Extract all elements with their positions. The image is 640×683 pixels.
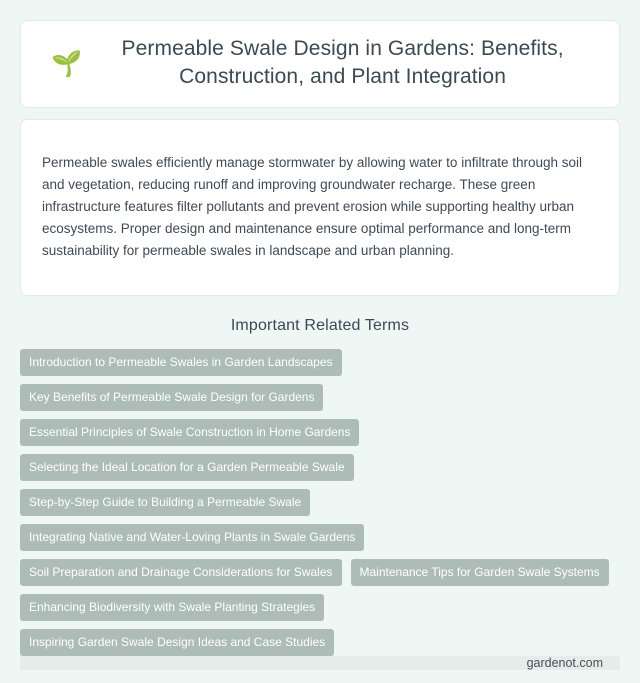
related-term-tag[interactable]: Essential Principles of Swale Construction in Home Gardens xyxy=(20,419,359,446)
related-term-tag[interactable]: Enhancing Biodiversity with Swale Planting Strategies xyxy=(20,594,324,621)
related-terms-section xyxy=(20,317,620,656)
title-card xyxy=(20,20,620,108)
footer-site-name: gardenot.com xyxy=(526,656,603,670)
related-term-tag[interactable]: Inspiring Garden Swale Design Ideas and Case Studies xyxy=(20,629,334,656)
related-terms-list xyxy=(20,349,620,656)
footer-bar xyxy=(20,656,620,670)
related-term-tag[interactable]: Key Benefits of Permeable Swale Design for Gardens xyxy=(20,384,323,411)
description-text: Permeable swales efficiently manage stormwater by allowing water to infiltrate through soil and vegetation, reducing runoff and improving groundwater recharge. These green infrastructure features filter pollutants and prevent erosion while supporting healthy urban ecosystems. Proper design and maintenance ensure optimal performance and long-term sustainability for permeable swales in landscape and urban planning. xyxy=(42,154,583,258)
related-term-tag[interactable]: Soil Preparation and Drainage Considerations for Swales xyxy=(20,559,342,586)
description-card xyxy=(20,119,620,296)
related-term-tag[interactable]: Selecting the Ideal Location for a Garden Permeable Swale xyxy=(20,454,354,481)
related-term-tag[interactable]: Maintenance Tips for Garden Swale Systems xyxy=(351,559,609,586)
related-term-tag[interactable]: Step-by-Step Guide to Building a Permeable Swale xyxy=(20,489,310,516)
related-terms-heading: Important Related Terms xyxy=(230,317,410,334)
seedling-icon: 🌱 xyxy=(51,49,83,78)
page-title: Permeable Swale Design in Gardens: Benefits, Construction, and Plant Integration xyxy=(121,37,564,88)
related-term-tag[interactable]: Integrating Native and Water-Loving Plants in Swale Gardens xyxy=(20,524,364,551)
related-term-tag[interactable]: Introduction to Permeable Swales in Garden Landscapes xyxy=(20,349,342,376)
